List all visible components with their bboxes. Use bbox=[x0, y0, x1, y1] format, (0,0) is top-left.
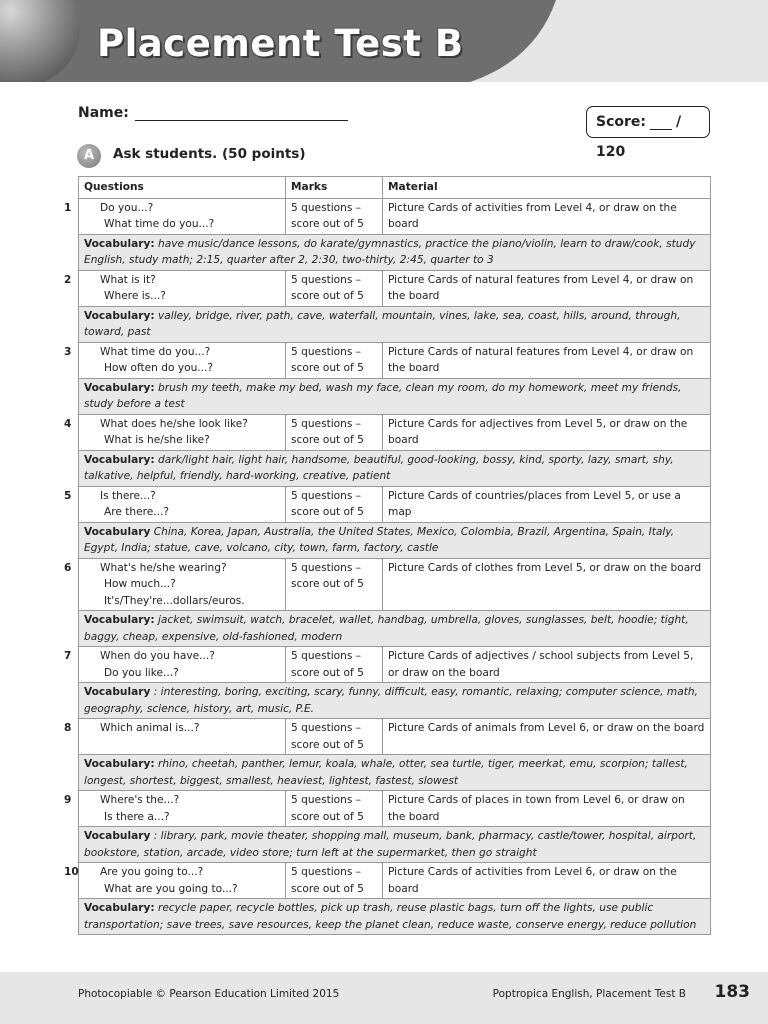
material-cell: Picture Cards of natural features from Level 4, or draw on the board bbox=[383, 270, 711, 306]
score-blank-line[interactable] bbox=[650, 115, 672, 130]
question-line bbox=[64, 864, 280, 881]
marks-cell: 5 questions – score out of 5 bbox=[286, 486, 383, 522]
vocabulary-row bbox=[79, 755, 711, 791]
question-line bbox=[84, 360, 280, 377]
material-cell: Picture Cards of animals from Level 6, or draw on the board bbox=[383, 719, 711, 755]
question-text: What time do you...? bbox=[104, 218, 215, 230]
question-line bbox=[84, 809, 280, 826]
question-row bbox=[79, 198, 711, 234]
question-text: What does he/she look like? bbox=[100, 417, 248, 430]
vocabulary-label: Vocabulary bbox=[84, 686, 151, 698]
question-line bbox=[84, 288, 280, 305]
vocabulary-cell bbox=[79, 611, 711, 647]
page-footer bbox=[0, 972, 768, 1024]
question-cell bbox=[64, 414, 286, 450]
vocabulary-label: Vocabulary: bbox=[84, 237, 155, 250]
question-number: 4 bbox=[64, 417, 72, 430]
question-row bbox=[79, 719, 711, 755]
question-number: 7 bbox=[64, 650, 72, 662]
section-letter-badge: A bbox=[77, 144, 101, 168]
vocabulary-row bbox=[79, 899, 711, 935]
question-text: Where is...? bbox=[104, 290, 166, 302]
question-text: It's/They're...dollars/euros. bbox=[104, 594, 245, 607]
question-line bbox=[64, 648, 280, 665]
material-cell: Picture Cards for adjectives from Level 5, or draw on the board bbox=[383, 414, 711, 450]
question-cell bbox=[64, 486, 286, 522]
vocabulary-label: Vocabulary: bbox=[84, 758, 155, 770]
marks-cell: 5 questions – score out of 5 bbox=[286, 558, 383, 611]
vocabulary-text: jacket, swimsuit, watch, bracelet, wallet, handbag, umbrella, gloves, sunglasses, belt, hoodie; tight, baggy, cheap, expensive, old-fashioned, modern bbox=[84, 614, 689, 643]
material-cell: Picture Cards of activities from Level 4, or draw on the board bbox=[383, 198, 711, 234]
question-text: Is there a...? bbox=[104, 810, 170, 823]
vocabulary-text: : interesting, boring, exciting, scary, funny, difficult, easy, romantic, relaxing; computer science, math, geography, science, history, art, music, P.E. bbox=[84, 686, 698, 715]
vocabulary-cell bbox=[79, 450, 711, 486]
marks-cell: 5 questions – score out of 5 bbox=[286, 270, 383, 306]
header-marks: Marks bbox=[286, 177, 383, 199]
material-cell: Picture Cards of places in town from Level 6, or draw on the board bbox=[383, 791, 711, 827]
header-questions: Questions bbox=[79, 177, 286, 199]
page-number: 183 bbox=[714, 982, 750, 1002]
question-row bbox=[79, 414, 711, 450]
question-line bbox=[64, 720, 280, 737]
header-material: Material bbox=[383, 177, 711, 199]
question-text: How much...? bbox=[104, 578, 176, 590]
question-row bbox=[79, 270, 711, 306]
question-number: 5 bbox=[64, 489, 72, 502]
marks-cell: 5 questions – score out of 5 bbox=[286, 719, 383, 755]
question-cell bbox=[64, 342, 286, 378]
question-line bbox=[84, 432, 280, 449]
question-row bbox=[79, 342, 711, 378]
name-field-row bbox=[78, 104, 348, 121]
question-line bbox=[64, 792, 280, 809]
question-number: 9 bbox=[64, 794, 72, 806]
question-text: Is there...? bbox=[100, 489, 156, 502]
question-line bbox=[84, 576, 280, 593]
vocabulary-text: rhino, cheetah, panther, lemur, koala, whale, otter, sea turtle, tiger, meerkat, emu, scorpion; tallest, longest, shortest, biggest, smallest, heaviest, lightest, fastest, slowest bbox=[84, 758, 688, 787]
question-text: When do you have...? bbox=[100, 650, 215, 662]
question-row bbox=[79, 486, 711, 522]
question-text: What is he/she like? bbox=[104, 434, 210, 446]
material-cell: Picture Cards of clothes from Level 5, or draw on the board bbox=[383, 558, 711, 611]
question-cell bbox=[64, 791, 286, 827]
question-number: 1 bbox=[64, 201, 72, 214]
question-row bbox=[79, 558, 711, 611]
vocabulary-text: dark/light hair, light hair, handsome, beautiful, good-looking, bossy, kind, sporty, lazy, smart, shy, talkative, helpful, friendly, hard-working, creative, patient bbox=[84, 453, 674, 482]
question-line bbox=[84, 665, 280, 682]
vocabulary-text: valley, bridge, river, path, cave, waterfall, mountain, vines, lake, sea, coast, hills, around, through, toward, past bbox=[84, 309, 681, 338]
question-text: Where's the...? bbox=[100, 794, 180, 806]
vocabulary-cell bbox=[79, 755, 711, 791]
question-cell bbox=[64, 198, 286, 234]
vocabulary-cell bbox=[79, 378, 711, 414]
table-header-row bbox=[79, 177, 711, 199]
question-text: Do you like...? bbox=[104, 666, 179, 679]
vocabulary-row bbox=[79, 522, 711, 558]
vocabulary-text: recycle paper, recycle bottles, pick up trash, reuse plastic bags, turn off the lights, use public transportation; save trees, save resources, keep the planet clean, reduce waste, conserve energy, reduce pollution bbox=[84, 902, 697, 931]
page-title: Placement Test B bbox=[97, 22, 464, 65]
question-row bbox=[79, 863, 711, 899]
vocabulary-cell bbox=[79, 683, 711, 719]
question-text: What are you going to...? bbox=[104, 882, 238, 895]
question-text: What time do you...? bbox=[100, 345, 211, 358]
vocabulary-cell bbox=[79, 306, 711, 342]
vocabulary-row bbox=[79, 683, 711, 719]
question-text: How often do you...? bbox=[104, 362, 214, 374]
name-blank-line[interactable] bbox=[135, 104, 348, 121]
vocabulary-cell bbox=[79, 234, 711, 270]
score-total: / 120 bbox=[596, 114, 682, 160]
question-line bbox=[84, 504, 280, 521]
question-cell bbox=[64, 863, 286, 899]
vocabulary-label: Vocabulary: bbox=[84, 309, 155, 322]
marks-cell: 5 questions – score out of 5 bbox=[286, 647, 383, 683]
question-cell bbox=[64, 558, 286, 611]
question-text: Do you...? bbox=[100, 201, 154, 214]
vocabulary-label: Vocabulary: bbox=[84, 381, 155, 394]
vocabulary-label: Vocabulary bbox=[84, 830, 151, 842]
question-line bbox=[84, 593, 280, 610]
copyright-notice: Photocopiable © Pearson Education Limited 2015 bbox=[78, 988, 340, 1000]
material-cell: Picture Cards of natural features from Level 4, or draw on the board bbox=[383, 342, 711, 378]
question-row bbox=[79, 791, 711, 827]
score-label: Score: bbox=[596, 114, 646, 130]
question-cell bbox=[64, 270, 286, 306]
question-line bbox=[84, 216, 280, 233]
question-number: 6 bbox=[64, 561, 72, 574]
vocabulary-text: brush my teeth, make my bed, wash my face, clean my room, do my homework, meet my friends, study before a test bbox=[84, 381, 682, 410]
vocabulary-row bbox=[79, 450, 711, 486]
question-row bbox=[79, 647, 711, 683]
question-line bbox=[64, 560, 280, 577]
vocabulary-label: Vocabulary: bbox=[84, 902, 155, 914]
question-line bbox=[64, 416, 280, 433]
vocabulary-cell bbox=[79, 522, 711, 558]
vocabulary-row bbox=[79, 378, 711, 414]
table-body bbox=[64, 198, 711, 935]
question-cell bbox=[64, 647, 286, 683]
material-cell: Picture Cards of adjectives / school subjects from Level 5, or draw on the board bbox=[383, 647, 711, 683]
question-text: Are there...? bbox=[104, 506, 170, 518]
marks-cell: 5 questions – score out of 5 bbox=[286, 342, 383, 378]
question-number: 10 bbox=[64, 866, 79, 878]
section-title: Ask students. (50 points) bbox=[113, 146, 306, 162]
questions-table bbox=[64, 176, 711, 935]
vocabulary-row bbox=[79, 611, 711, 647]
vocabulary-text: : library, park, movie theater, shopping mall, museum, bank, pharmacy, castle/tower, hospital, airport, bookstore, station, arcade, video store; turn left at the supermarket, then go straight bbox=[84, 830, 697, 859]
vocabulary-label: Vocabulary: bbox=[84, 453, 155, 466]
question-line bbox=[84, 881, 280, 898]
question-text: Which animal is...? bbox=[100, 722, 200, 734]
question-number: 3 bbox=[64, 345, 72, 358]
vocabulary-label: Vocabulary bbox=[84, 525, 151, 538]
vocabulary-label: Vocabulary: bbox=[84, 614, 155, 626]
question-line bbox=[64, 488, 280, 505]
book-title: Poptropica English, Placement Test B bbox=[492, 988, 686, 1000]
question-text: What's he/she wearing? bbox=[100, 561, 227, 574]
vocabulary-cell bbox=[79, 899, 711, 935]
marks-cell: 5 questions – score out of 5 bbox=[286, 791, 383, 827]
material-cell: Picture Cards of countries/places from Level 5, or use a map bbox=[383, 486, 711, 522]
question-number: 2 bbox=[64, 273, 72, 286]
vocabulary-row bbox=[79, 306, 711, 342]
marks-cell: 5 questions – score out of 5 bbox=[286, 863, 383, 899]
vocabulary-text: have music/dance lessons, do karate/gymnastics, practice the piano/violin, learn to draw/cook, study English, study math; 2:15, quarter after 2, 2:30, two-thirty, 2:45, quarter to 3 bbox=[84, 237, 696, 266]
score-box bbox=[586, 106, 710, 160]
question-line bbox=[64, 272, 280, 289]
name-label: Name: bbox=[78, 105, 129, 121]
marks-cell: 5 questions – score out of 5 bbox=[286, 198, 383, 234]
vocabulary-text: China, Korea, Japan, Australia, the United States, Mexico, Colombia, Brazil, Argentina, Spain, Italy, Egypt, India; statue, cave, volcano, city, town, farm, factory, castle bbox=[84, 525, 675, 554]
question-number: 8 bbox=[64, 722, 72, 734]
question-line bbox=[64, 200, 280, 217]
marks-cell: 5 questions – score out of 5 bbox=[286, 414, 383, 450]
vocabulary-row bbox=[79, 234, 711, 270]
question-cell bbox=[64, 719, 286, 755]
question-text: Are you going to...? bbox=[100, 866, 204, 878]
material-cell: Picture Cards of activities from Level 6, or draw on the board bbox=[383, 863, 711, 899]
question-text: What is it? bbox=[100, 273, 156, 286]
vocabulary-cell bbox=[79, 827, 711, 863]
question-line bbox=[64, 344, 280, 361]
vocabulary-row bbox=[79, 827, 711, 863]
